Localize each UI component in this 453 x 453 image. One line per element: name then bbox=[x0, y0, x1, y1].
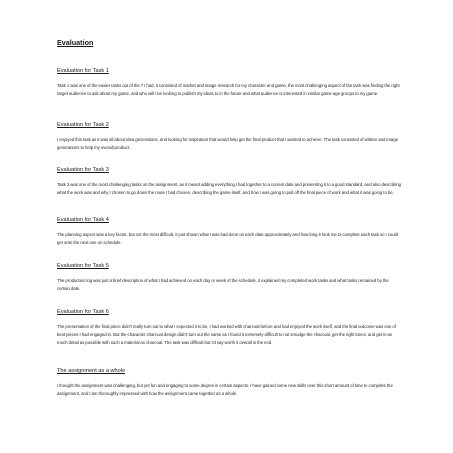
section-task-5 bbox=[57, 263, 402, 293]
section-assignment-whole bbox=[57, 368, 402, 398]
section-paragraph: The presentation of the final piece didn't really turn out to what I expected it to be, I had worked with charcoal before and had enjoyed the work itself, and the final outcome was one of best pieces I had engaged in. But the character charcoal design didn't turn out the same as I found it extremely difficult to not smudge the charcoal, get the right tones, and get in as much detail as possible with such a material as charcoal. The task was difficult but I'd say worth it overall in the end. bbox=[57, 324, 396, 346]
section-paragraph: Task 3 was one of the most challenging tasks on the assignment, as it meant adding everything I had together to a current date and presenting it to a good standard, and also describing what the work was and why I chosen to go down the route I had chosen, describing the game itself, and how I was going to pull off the final piece of work and what it was going to be. bbox=[57, 182, 402, 196]
section-heading: The assignment as a whole bbox=[57, 368, 126, 374]
section-task-4 bbox=[57, 217, 402, 247]
section-heading: Evaluation for Task 6 bbox=[57, 309, 109, 315]
section-paragraph: The production log was just a brief description of what I had achieved on each day or week of the schedule, it explained my completed work tasks and what tasks remained by the certain date. bbox=[57, 278, 389, 292]
section-task-1 bbox=[57, 68, 402, 98]
section-task-3 bbox=[57, 167, 402, 197]
section-heading: Evaluation for Task 5 bbox=[57, 263, 109, 269]
section-heading: Evaluation for Task 2 bbox=[57, 122, 109, 128]
section-paragraph: Task 1 was one of the easier tasks out of the 7 I had, it consisted of market and image research for my character and game, the most challenging aspect of the task was finding the right target audience to ask about my game, and who will I be looking to publish my ideas to in the future and what audience is interested in similar game age groups to my game. bbox=[57, 83, 400, 97]
section-heading: Evaluation for Task 3 bbox=[57, 167, 109, 173]
section-heading: Evaluation for Task 1 bbox=[57, 68, 109, 74]
section-paragraph: The planning aspect was a key factor, but not the most difficult, it just shown what I was had done on each date approximately and how long it took me to complete each task so I could get onto the next one on schedule. bbox=[57, 232, 398, 246]
section-heading: Evaluation for Task 4 bbox=[57, 217, 109, 223]
section-task-6 bbox=[57, 309, 402, 348]
section-paragraph: I enjoyed this task as it was all about idea generations, and looking for inspiration that would help get the final product that I wanted to achieve. The task consisted of written and image generations to help my overall product. bbox=[57, 137, 399, 151]
page-title: Evaluation bbox=[57, 38, 94, 47]
section-task-2 bbox=[57, 122, 402, 152]
section-paragraph: I thought the assignment was challenging, but yet fun and engaging to some degree in certain aspects, I have gained some new skills over this short amount of time to complete the assignment, and I am thoroughly impressed with how the assignment came together as a whole. bbox=[57, 383, 393, 397]
